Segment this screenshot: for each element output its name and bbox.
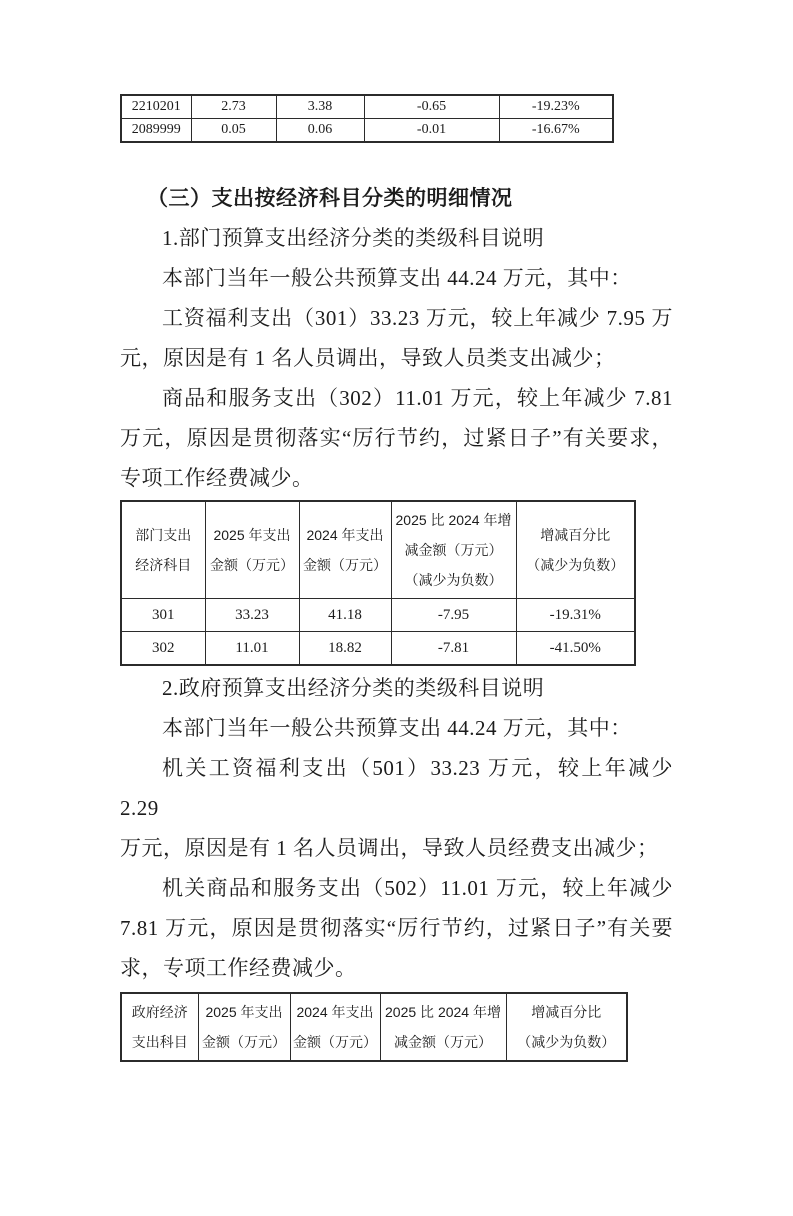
table-row <box>121 95 613 119</box>
table-header-cell <box>205 501 299 599</box>
table-header-row <box>121 501 635 599</box>
government-economic-table <box>120 992 628 1062</box>
header-line: 2025 比 2024 年增 <box>395 512 512 528</box>
paragraph-line: 求，专项工作经费减少。 <box>120 956 357 980</box>
header-line: 政府经济 <box>131 1004 188 1020</box>
header-line: 金额（万元） <box>202 1034 286 1050</box>
header-line: （减少为负数） <box>526 557 625 573</box>
paragraph-line: 元，原因是有 1 名人员调出，导致人员类支出减少； <box>120 346 616 370</box>
table-cell: 0.06 <box>276 119 364 143</box>
paragraph-line: 万元，原因是贯彻落实“厉行节约，过紧日子”有关要求， <box>120 426 673 450</box>
table-cell: 3.38 <box>276 95 364 119</box>
header-line: 增减百分比 <box>531 1004 602 1020</box>
table-row <box>121 632 635 666</box>
table-header-cell <box>198 993 290 1061</box>
header-line: 2024 年支出 <box>296 1004 374 1020</box>
table-cell: -7.81 <box>391 632 516 666</box>
header-line: 减金额（万元） <box>394 1034 492 1050</box>
paragraph-line: 7.81 万元，原因是贯彻落实“厉行节约，过紧日子”有关要 <box>120 916 673 940</box>
table-header-cell <box>506 993 627 1061</box>
header-line: 金额（万元） <box>303 557 387 573</box>
table-row <box>121 599 635 632</box>
table-header-cell <box>299 501 391 599</box>
paragraph-line: 本部门当年一般公共预算支出 44.24 万元，其中： <box>162 266 632 290</box>
table-cell: 18.82 <box>299 632 391 666</box>
header-line: 经济科目 <box>135 557 192 573</box>
table-cell: -0.01 <box>364 119 499 143</box>
table-cell: 0.05 <box>191 119 276 143</box>
table-header-cell <box>391 501 516 599</box>
table-cell: 41.18 <box>299 599 391 632</box>
header-line: 2025 比 2024 年增 <box>385 1004 501 1020</box>
table-cell: 302 <box>121 632 205 666</box>
table-cell: 2210201 <box>121 95 191 119</box>
table-cell: -19.23% <box>499 95 613 119</box>
carryover-table <box>120 94 614 143</box>
department-economic-table <box>120 500 636 666</box>
header-line: （减少为负数） <box>517 1034 616 1050</box>
table-cell: 2089999 <box>121 119 191 143</box>
header-line: 2025 年支出 <box>213 527 291 543</box>
table-header-cell <box>380 993 506 1061</box>
table-cell: 301 <box>121 599 205 632</box>
header-line: 减金额（万元） <box>404 542 503 558</box>
table-cell: -41.50% <box>516 632 635 666</box>
header-line: 2024 年支出 <box>306 527 384 543</box>
header-line: 支出科目 <box>131 1034 188 1050</box>
header-line: （减少为负数） <box>404 572 503 588</box>
subsection-title-2: 2.政府预算支出经济分类的类级科目说明 <box>162 676 545 700</box>
spacer <box>120 143 793 178</box>
section-3-part-2-text <box>120 668 673 988</box>
table-header-cell <box>121 501 205 599</box>
paragraph-line: 专项工作经费减少。 <box>120 466 314 490</box>
header-line: 金额（万元） <box>293 1034 377 1050</box>
table-cell: -16.67% <box>499 119 613 143</box>
table-header-cell <box>516 501 635 599</box>
paragraph-line: 工资福利支出（301）33.23 万元，较上年减少 7.95 万 <box>162 306 673 330</box>
header-line: 2025 年支出 <box>205 1004 283 1020</box>
table-cell: 33.23 <box>205 599 299 632</box>
table-row <box>121 119 613 143</box>
paragraph-line: 机关工资福利支出（501）33.23 万元，较上年减少 2.29 <box>120 756 673 820</box>
header-line: 金额（万元） <box>210 557 294 573</box>
subsection-title-1: 1.部门预算支出经济分类的类级科目说明 <box>162 226 545 250</box>
header-line: 部门支出 <box>135 527 192 543</box>
header-line: 增减百分比 <box>540 527 611 543</box>
table-cell: 11.01 <box>205 632 299 666</box>
document-page <box>0 94 793 1216</box>
section-heading: （三）支出按经济科目分类的明细情况 <box>147 186 513 210</box>
table-cell: -19.31% <box>516 599 635 632</box>
table-cell: -7.95 <box>391 599 516 632</box>
section-3-text <box>120 178 673 498</box>
paragraph-line: 商品和服务支出（302）11.01 万元，较上年减少 7.81 <box>162 386 673 410</box>
table-header-cell <box>121 993 198 1061</box>
paragraph-line: 万元，原因是有 1 名人员调出，导致人员经费支出减少； <box>120 836 659 860</box>
paragraph-line: 机关商品和服务支出（502）11.01 万元，较上年减少 <box>162 876 673 900</box>
table-cell: 2.73 <box>191 95 276 119</box>
table-header-cell <box>290 993 380 1061</box>
paragraph-line: 本部门当年一般公共预算支出 44.24 万元，其中： <box>162 716 632 740</box>
table-header-row <box>121 993 627 1061</box>
table-cell: -0.65 <box>364 95 499 119</box>
